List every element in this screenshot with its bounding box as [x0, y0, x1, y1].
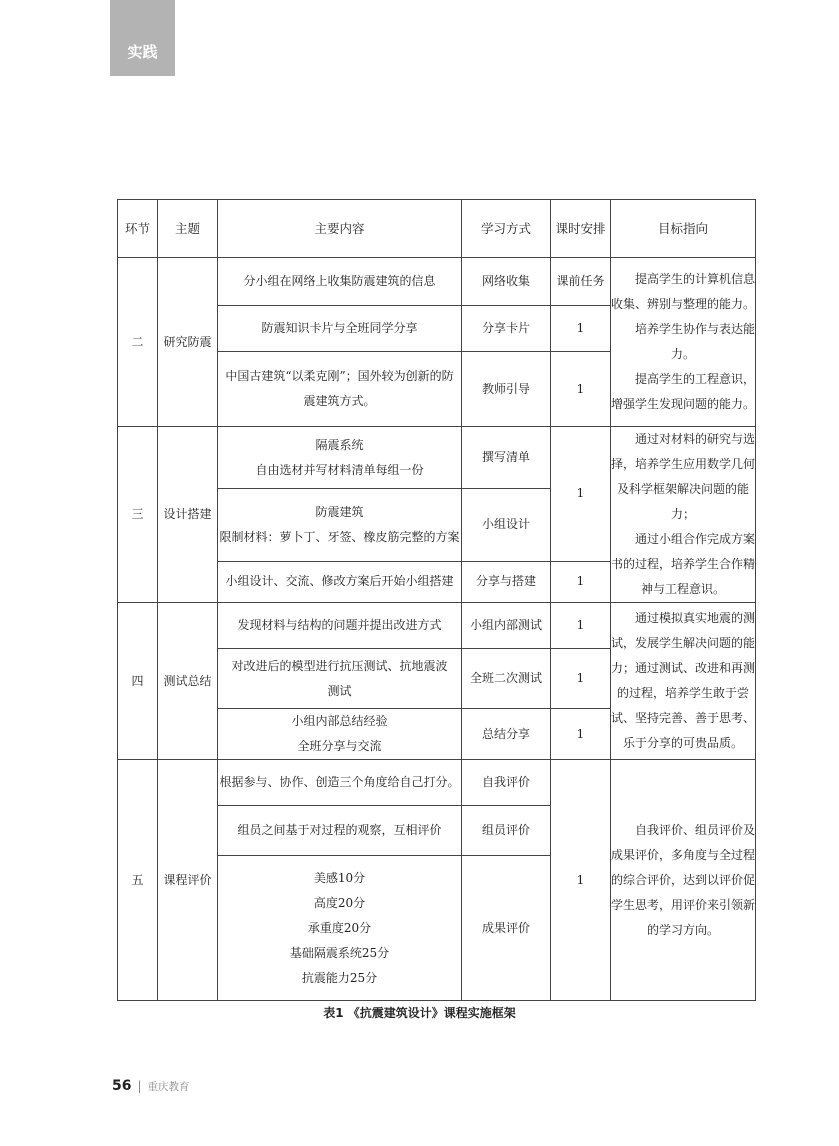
table-caption: 表1 《抗震建筑设计》课程实施框架 — [323, 1006, 516, 1020]
hours-cell: 1 — [551, 709, 611, 760]
curriculum-table — [117, 199, 756, 1001]
hours-cell: 1 — [551, 603, 611, 649]
method-cell: 组员评价 — [462, 806, 551, 856]
method-cell: 分享卡片 — [462, 306, 551, 352]
content-cell: 根据参与、协作、创造三个角度给自己打分。 — [218, 760, 462, 806]
hours-cell: 1 — [551, 306, 611, 352]
content-cell: 组员之间基于对过程的观察，互相评价 — [218, 806, 462, 856]
content-cell: 防震建筑 限制材料：萝卜丁、牙签、橡皮筋完整的方案 — [218, 489, 462, 561]
goal-cell: 通过模拟真实地震的测试，发展学生解决问题的能力；通过测试、改进和再测的过程，培养学生敢于尝试、坚持完善、善于思考、乐于分享的可贵品质。 — [611, 603, 756, 760]
theme-cell: 设计搭建 — [158, 427, 218, 603]
content-cell: 发现材料与结构的问题并提出改进方式 — [218, 603, 462, 649]
method-cell: 自我评价 — [462, 760, 551, 806]
content-cell: 小组设计、交流、修改方案后开始小组搭建 — [218, 561, 462, 602]
goal-cell: 通过对材料的研究与选择，培养学生应用数学几何及科学框架解决问题的能力； 通过小组合作完成方案书的过程，培养学生合作精神与工程意识。 — [611, 427, 756, 603]
table-row — [118, 603, 756, 649]
stage-cell: 二 — [118, 258, 158, 427]
content-cell: 隔震系统 自由选材并写材料清单每组一份 — [218, 427, 462, 489]
header-content: 主要内容 — [218, 200, 462, 258]
content-cell: 分小组在网络上收集防震建筑的信息 — [218, 258, 462, 306]
header-hours: 课时安排 — [551, 200, 611, 258]
method-cell: 小组设计 — [462, 489, 551, 561]
theme-cell: 测试总结 — [158, 603, 218, 760]
stage-cell: 五 — [118, 760, 158, 1001]
hours-cell: 1 — [551, 649, 611, 709]
header-method: 学习方式 — [462, 200, 551, 258]
method-cell: 全班二次测试 — [462, 649, 551, 709]
section-tab: 实践 — [110, 0, 175, 76]
method-cell: 网络收集 — [462, 258, 551, 306]
stage-cell: 四 — [118, 603, 158, 760]
method-cell: 分享与搭建 — [462, 561, 551, 602]
theme-cell: 研究防震 — [158, 258, 218, 427]
header-theme: 主题 — [158, 200, 218, 258]
table-row — [118, 760, 756, 806]
page-number: 56 — [112, 1078, 132, 1094]
method-cell: 撰写清单 — [462, 427, 551, 489]
table-row — [118, 258, 756, 306]
content-cell: 对改进后的模型进行抗压测试、抗地震波 测试 — [218, 649, 462, 709]
method-cell: 教师引导 — [462, 352, 551, 427]
method-cell: 小组内部测试 — [462, 603, 551, 649]
content-cell: 美感10分 高度20分 承重度20分 基础隔震系统25分 抗震能力25分 — [218, 856, 462, 1001]
hours-cell: 课前任务 — [551, 258, 611, 306]
theme-cell: 课程评价 — [158, 760, 218, 1001]
hours-cell: 1 — [551, 427, 611, 562]
hours-cell: 1 — [551, 561, 611, 602]
hours-cell: 1 — [551, 352, 611, 427]
content-cell: 小组内部总结经验 全班分享与交流 — [218, 709, 462, 760]
journal-name: 重庆教育 — [147, 1081, 190, 1093]
goal-cell: 提高学生的计算机信息收集、辨别与整理的能力。 培养学生协作与表达能力。 提高学生的工程意识，增强学生发现问题的能力。 — [611, 258, 756, 427]
header-stage: 环节 — [118, 200, 158, 258]
table-row — [118, 427, 756, 489]
content-cell: 防震知识卡片与全班同学分享 — [218, 306, 462, 352]
footer-divider: | — [137, 1079, 142, 1093]
table-header-row — [118, 200, 756, 258]
goal-cell: 自我评价、组员评价及成果评价，多角度与全过程的综合评价，达到以评价促学生思考，用评价来引领新的学习方向。 — [611, 760, 756, 1001]
method-cell: 成果评价 — [462, 856, 551, 1001]
content-cell: 中国古建筑“以柔克刚”；国外较为创新的防 震建筑方式。 — [218, 352, 462, 427]
header-goal: 目标指向 — [611, 200, 756, 258]
stage-cell: 三 — [118, 427, 158, 603]
method-cell: 总结分享 — [462, 709, 551, 760]
page-footer — [112, 1078, 190, 1094]
hours-cell: 1 — [551, 760, 611, 1001]
